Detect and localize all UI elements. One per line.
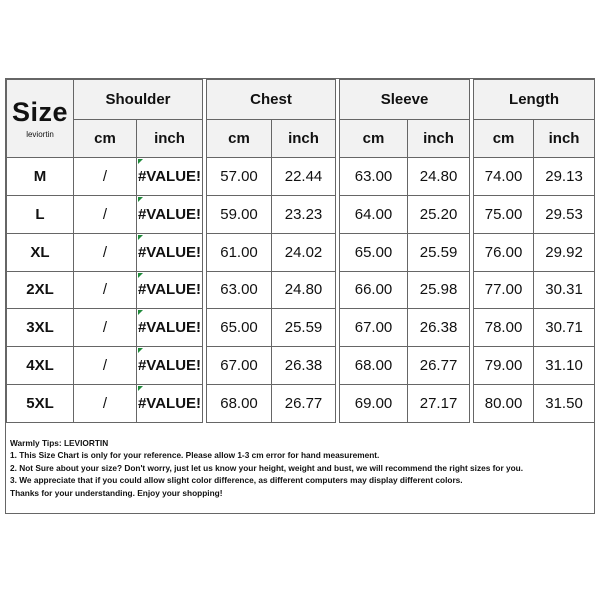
table-cell: 24.80 [272, 271, 336, 309]
table-row [7, 195, 595, 233]
table-cell: 63.00 [207, 271, 272, 309]
table-cell: 26.77 [272, 385, 336, 423]
table-cell: 69.00 [340, 385, 408, 423]
unit-header: cm [74, 120, 137, 158]
table-cell: 75.00 [474, 195, 534, 233]
size-header-cell [7, 80, 74, 158]
size-label: 4XL [7, 347, 74, 385]
size-label: 3XL [7, 309, 74, 347]
table-cell: 61.00 [207, 233, 272, 271]
unit-header: inch [408, 120, 470, 158]
size-label: XL [7, 233, 74, 271]
size-table [6, 79, 595, 423]
table-cell: #VALUE! [137, 271, 203, 309]
table-row [7, 271, 595, 309]
table-cell: 77.00 [474, 271, 534, 309]
table-cell: 24.80 [408, 158, 470, 196]
table-cell: 78.00 [474, 309, 534, 347]
table-row [7, 309, 595, 347]
size-title: Size [11, 96, 69, 127]
table-cell: 80.00 [474, 385, 534, 423]
table-cell: 64.00 [340, 195, 408, 233]
group-header-chest: Chest [207, 80, 336, 120]
table-row [7, 385, 595, 423]
table-cell: 31.50 [534, 385, 595, 423]
table-cell: #VALUE! [137, 158, 203, 196]
table-cell: #VALUE! [137, 385, 203, 423]
unit-header: inch [272, 120, 336, 158]
table-cell: 65.00 [340, 233, 408, 271]
tip-line: 1. This Size Chart is only for your reference. Please allow 1-3 cm error for hand measurement. [10, 450, 380, 461]
tip-line: 2. Not Sure about your size? Don't worry, just let us know your height, weight and bust, we will recommend the right sizes for you. [10, 462, 524, 473]
table-cell: 30.71 [534, 309, 595, 347]
brand-label: leviortin [26, 129, 54, 139]
table-cell: 25.59 [408, 233, 470, 271]
table-cell: #VALUE! [137, 347, 203, 385]
table-cell: 23.23 [272, 195, 336, 233]
table-cell: 68.00 [340, 347, 408, 385]
tip-line: 3. We appreciate that if you could allow slight color difference, as different computers may display different colors. [10, 475, 463, 486]
size-label: 5XL [7, 385, 74, 423]
table-cell: 22.44 [272, 158, 336, 196]
table-cell: 74.00 [474, 158, 534, 196]
table-row [7, 347, 595, 385]
group-header-length: Length [474, 80, 595, 120]
table-cell: 66.00 [340, 271, 408, 309]
table-cell: 25.98 [408, 271, 470, 309]
table-row [7, 233, 595, 271]
table-cell: 24.02 [272, 233, 336, 271]
table-cell: / [74, 195, 137, 233]
table-cell: 65.00 [207, 309, 272, 347]
table-cell: 67.00 [207, 347, 272, 385]
unit-header: inch [137, 120, 203, 158]
table-cell: 57.00 [207, 158, 272, 196]
table-cell: 67.00 [340, 309, 408, 347]
table-cell: / [74, 158, 137, 196]
size-label: 2XL [7, 271, 74, 309]
table-cell: 31.10 [534, 347, 595, 385]
table-cell: / [74, 347, 137, 385]
table-cell: #VALUE! [137, 233, 203, 271]
table-cell: / [74, 309, 137, 347]
unit-header: cm [474, 120, 534, 158]
unit-header: cm [340, 120, 408, 158]
table-cell: #VALUE! [137, 309, 203, 347]
table-cell: 79.00 [474, 347, 534, 385]
table-cell: 25.20 [408, 195, 470, 233]
table-cell: 27.17 [408, 385, 470, 423]
tips-heading: Warmly Tips: LEVIORTIN [10, 438, 109, 448]
table-cell: 68.00 [207, 385, 272, 423]
table-cell: 26.77 [408, 347, 470, 385]
unit-header: inch [534, 120, 595, 158]
table-cell: / [74, 385, 137, 423]
table-cell: 29.13 [534, 158, 595, 196]
size-label: L [7, 195, 74, 233]
table-row [7, 158, 595, 196]
tips-section [10, 437, 590, 499]
table-cell: / [74, 233, 137, 271]
group-header-shoulder: Shoulder [74, 80, 203, 120]
table-cell: 30.31 [534, 271, 595, 309]
table-cell: 29.92 [534, 233, 595, 271]
table-cell: 63.00 [340, 158, 408, 196]
group-header-sleeve: Sleeve [340, 80, 470, 120]
table-cell: #VALUE! [137, 195, 203, 233]
table-cell: 25.59 [272, 309, 336, 347]
table-cell: 26.38 [408, 309, 470, 347]
unit-header: cm [207, 120, 272, 158]
size-label: M [7, 158, 74, 196]
tips-closing: Thanks for your understanding. Enjoy your shopping! [10, 487, 223, 498]
table-cell: 76.00 [474, 233, 534, 271]
table-cell: 59.00 [207, 195, 272, 233]
size-chart [5, 78, 595, 514]
table-cell: 26.38 [272, 347, 336, 385]
table-cell: / [74, 271, 137, 309]
table-cell: 29.53 [534, 195, 595, 233]
